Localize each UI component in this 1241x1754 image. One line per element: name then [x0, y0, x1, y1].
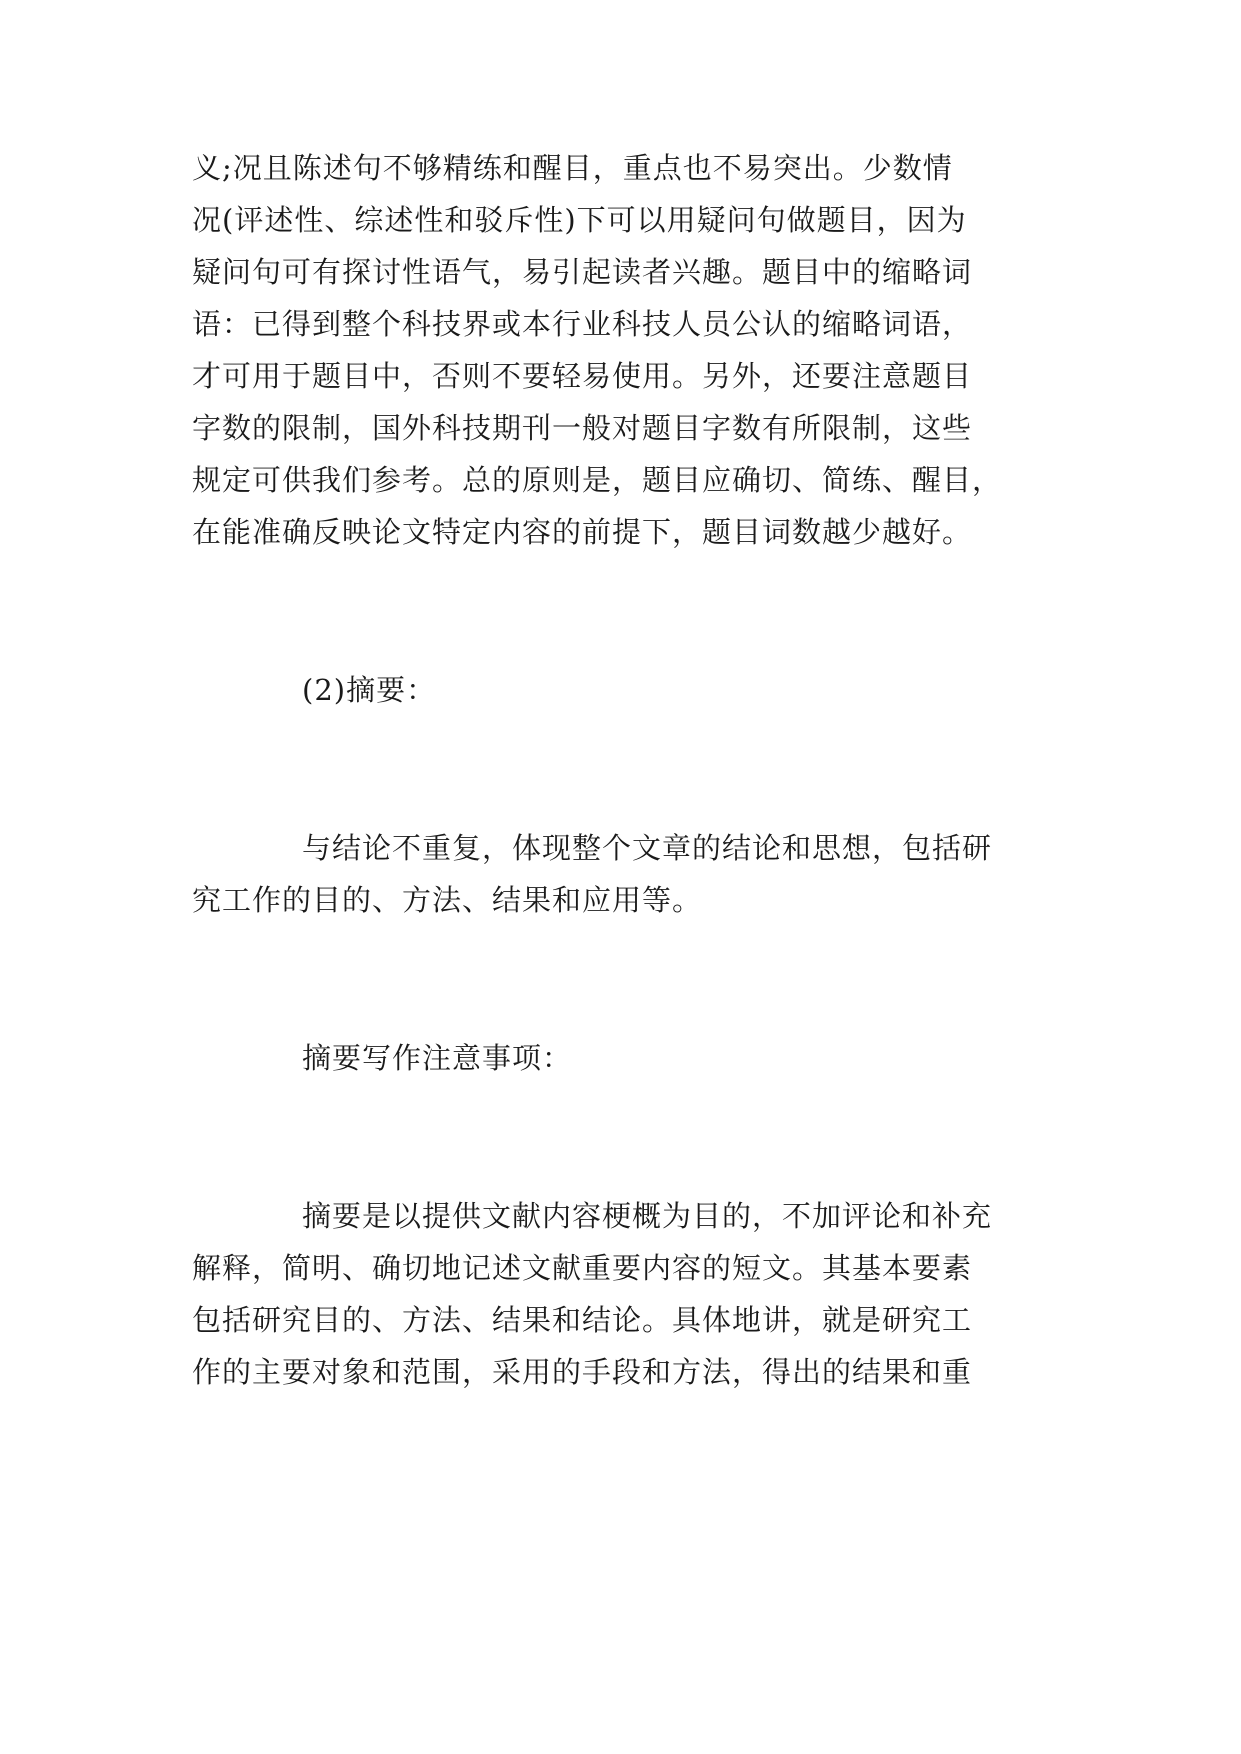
text-line: 与结论不重复，体现整个文章的结论和思想，包括研: [302, 831, 993, 865]
text-line: 义;况且陈述句不够精练和醒目，重点也不易突出。少数情: [192, 151, 953, 185]
text-line: 包括研究目的、方法、结果和结论。具体地讲，就是研究工: [192, 1303, 973, 1337]
text-line: 究工作的目的、方法、结果和应用等。: [192, 883, 703, 917]
subheading-notes: 摘要写作注意事项：: [302, 1041, 573, 1075]
text-line: 解释，简明、确切地记述文献重要内容的短文。其基本要素: [192, 1251, 973, 1285]
text-line: 字数的限制，国外科技期刊一般对题目字数有所限制，这些: [192, 411, 973, 445]
text-line: 语：已得到整个科技界或本行业科技人员公认的缩略词语，: [192, 307, 973, 341]
text-line: 才可用于题目中，否则不要轻易使用。另外，还要注意题目: [192, 359, 973, 393]
text-line: 况(评述性、综述性和驳斥性)下可以用疑问句做题目，因为: [192, 203, 967, 237]
text-line: 作的主要对象和范围，采用的手段和方法，得出的结果和重: [192, 1355, 973, 1389]
text-line: 疑问句可有探讨性语气，易引起读者兴趣。题目中的缩略词: [192, 255, 973, 289]
section-heading-abstract: (2)摘要：: [302, 673, 437, 707]
text-line: 在能准确反映论文特定内容的前提下，题目词数越少越好。: [192, 515, 973, 549]
text-line: 摘要是以提供文献内容梗概为目的，不加评论和补充: [302, 1199, 993, 1233]
text-line: 规定可供我们参考。总的原则是，题目应确切、简练、醒目，: [192, 463, 1003, 497]
